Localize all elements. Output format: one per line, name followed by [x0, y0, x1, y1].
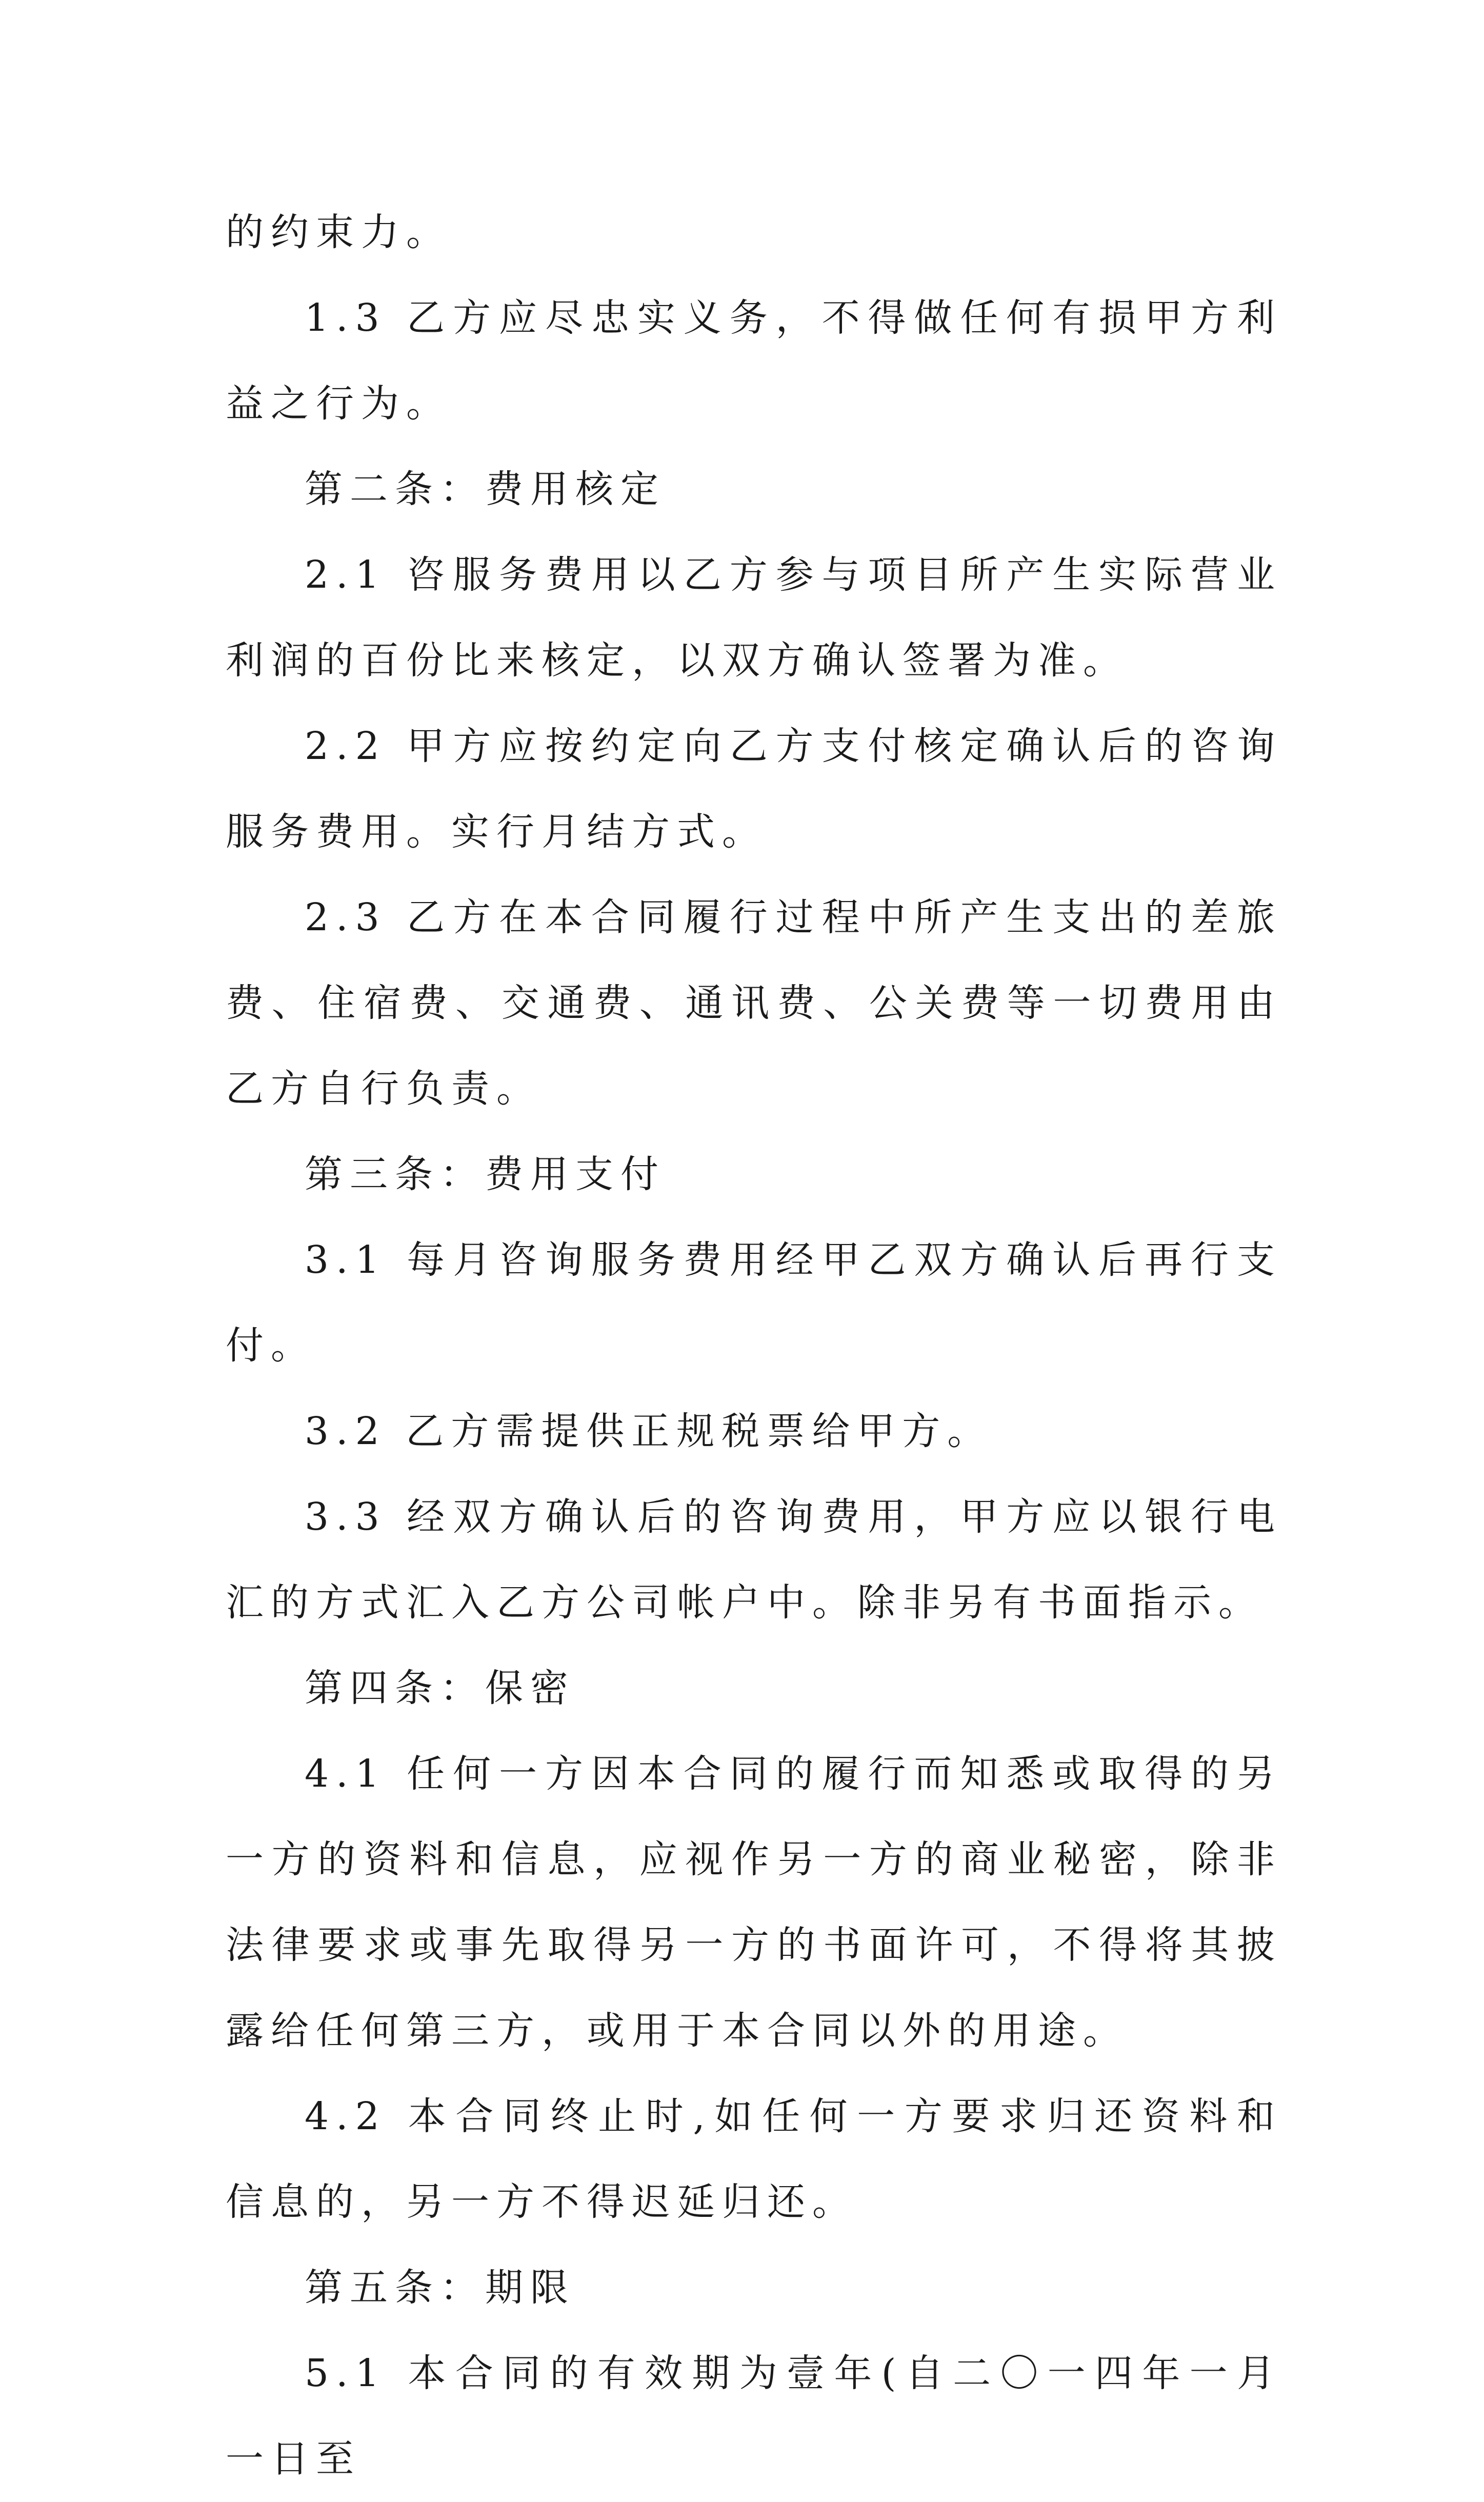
clause-2-2: 2.2 甲方应按约定向乙方支付核定确认后的咨询服务费用。实行月结方式。 [226, 724, 1282, 854]
clause-4-2: 4.2 本合同终止时,如任何一方要求归还资料和信息的，另一方不得迟延归还。 [226, 2094, 1282, 2224]
clause-4-1: 4.1 任何一方因本合同的履行而知悉或取得的另一方的资料和信息，应视作另一方的商业秘密，除非法律要求或事先取得另一方的书面许可，不得将其披露给任何第三方，或用于本合同以外的用途。 [226, 1752, 1282, 2053]
clause-3-3: 3.3 经双方确认后的咨询费用，甲方应以银行电汇的方式汇入乙方公司帐户中。除非另有书面指示。 [226, 1495, 1282, 1625]
clause-3-2: 3.2 乙方需提供正规税票给甲方。 [305, 1409, 993, 1453]
clause-1-3: 1.3 乙方应尽忠实义务，不得做任何有损甲方利益之行为。 [226, 296, 1282, 426]
article-4-heading: 第四条：保密 [305, 1666, 575, 1710]
paragraph-continuation: 的约束力。 [226, 210, 451, 254]
article-5-heading: 第五条：期限 [305, 2266, 575, 2310]
article-2-heading: 第二条：费用核定 [305, 467, 666, 511]
clause-5-1: 5.1 本合同的有效期为壹年(自二〇一四年一月一日至 [226, 2351, 1282, 2481]
article-3-heading: 第三条：费用支付 [305, 1152, 666, 1196]
contract-body [226, 190, 1282, 2502]
clause-2-1: 2.1 咨服务费用以乙方参与项目所产生实际营业利润的百份比来核定，以双方确认签署为准。 [226, 553, 1282, 683]
clause-3-1: 3.1 每月咨询服务费用经甲乙双方确认后再行支付。 [226, 1238, 1282, 1368]
clause-2-3: 2.3 乙方在本合同履行过程中所产生支出的差旅费、住宿费、交通费、通讯费、公关费等一切费用由乙方自行负责。 [226, 895, 1282, 1111]
